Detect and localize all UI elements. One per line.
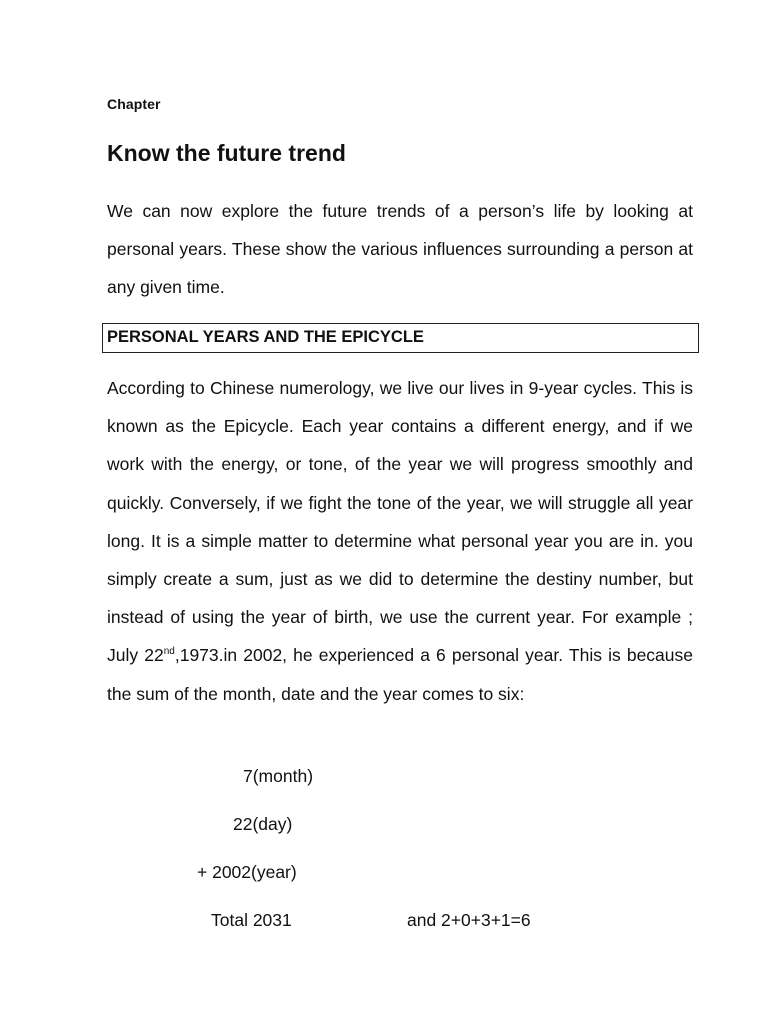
calc-month-line: 7(month) xyxy=(243,766,314,786)
calc-check-line: and 2+0+3+1=6 xyxy=(407,910,531,930)
epicycle-paragraph-text-2: ,1973.in 2002, he experienced a 6 personal year. This is because the sum of the month, date and the year comes to six: xyxy=(107,645,694,704)
epicycle-paragraph-text-1: According to Chinese numerology, we live our lives in 9-year cycles. This is known as the Epicycle. Each year contains a different energy, and if we work with the energy, or tone, of the year we will progress smoothly and quickly. Conversely, if we fight the tone of the year, we will struggle all year long. It is a simple matter to determine what personal year you are in. you simply create a sum, just as we did to determine the destiny number, but instead of using the year of birth, we use the current year. For example ; July 22 xyxy=(107,378,693,666)
section-heading-box xyxy=(102,323,699,353)
chapter-title: Know the future trend xyxy=(107,140,346,166)
calc-total-line: Total 2031 xyxy=(211,910,292,930)
intro-paragraph: We can now explore the future trends of a person’s life by looking at personal years. These show the various influences surrounding a person at any given time. xyxy=(107,201,693,298)
epicycle-paragraph xyxy=(107,369,693,713)
ordinal-superscript: nd xyxy=(163,646,175,658)
section-heading: PERSONAL YEARS AND THE EPICYCLE xyxy=(107,328,424,346)
calc-year-line: + 2002(year) xyxy=(197,862,297,882)
chapter-label: Chapter xyxy=(107,96,161,112)
calc-day-line: 22(day) xyxy=(233,814,293,834)
